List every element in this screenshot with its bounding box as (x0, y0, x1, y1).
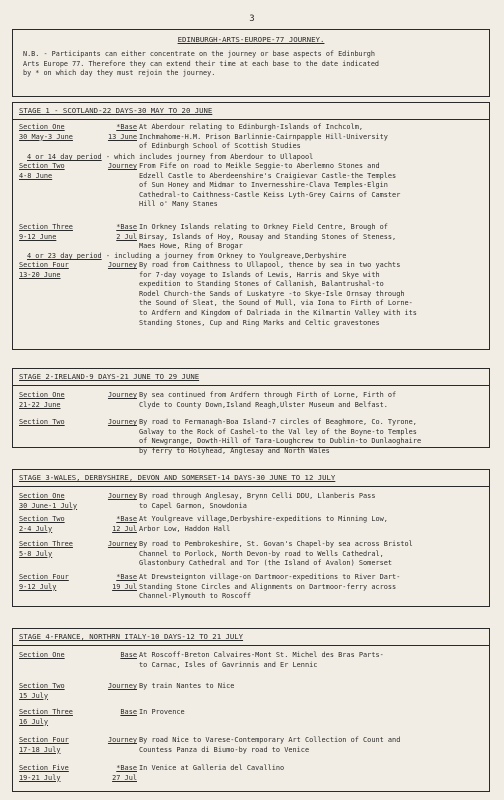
section-type: Journey (107, 736, 137, 744)
section-label: Section One (19, 492, 65, 500)
section-dates: 15 July (19, 691, 49, 700)
stage-2-box (12, 368, 490, 455)
period-label: 4 or 14 day period (27, 153, 102, 161)
section-type: *Base (116, 123, 137, 131)
period-text: - which includes journey from Aberdour to Ullapool (101, 153, 314, 161)
section-description: By train Nantes to Nice (139, 682, 235, 690)
section-dates: 4-8 June (19, 171, 53, 180)
section-description: By road to Fermanagh-Boa Island-7 circles of Beaghmore, Co. Tyrone, Galway to the Rock of Cashel-to the Val ley of the Boyne-to Temples of Newgrange, Dowth-Hill of Tara-Loughcrew to Dublin-to Dunlaoghaire by ferry to Holyhead, Anglesay and North Wales (139, 418, 422, 455)
section-description: In Provence (139, 708, 185, 716)
section-dates: 9-12 June (19, 232, 57, 241)
section-type: Journey (107, 418, 137, 426)
section-label: Section Two (19, 418, 65, 426)
section-dates: 16 July (19, 717, 49, 726)
stage-header: STAGE 4-FRANCE, NORTHRN ITALY-10 DAYS-12 TO 21 JULY (19, 632, 244, 641)
stage-3-box (12, 469, 490, 607)
section-dates: 21-22 June (19, 400, 61, 409)
section-dates: 2-4 July (19, 524, 53, 533)
section-type: Journey (107, 391, 137, 399)
section-type: Journey (107, 540, 137, 548)
section-description: At Youlgreave village,Derbyshire-expeditions to Minning Low, Arbor Low, Haddon Hall (139, 515, 388, 533)
section-type: Journey (107, 261, 137, 269)
section-label: Section Two (19, 162, 65, 170)
section-description: By road through Anglesay, Brynn Celli DDU, Llanberis Pass to Capel Garmon, Snowdonia (139, 492, 376, 510)
section-label: Section Three (19, 540, 73, 548)
period-text: - including a journey from Orkney to Youlgreave,Derbyshire (101, 252, 347, 260)
section-label: Section One (19, 123, 65, 131)
section-dates: 5-8 July (19, 549, 53, 558)
stage-1-box (12, 102, 490, 350)
section-description: By road from Caithness to Ullapool, thence by sea in two yachts for 7-day voyage to Islands of Lewis, Harris and Skye with expedition to Standing Stones of Callanish, Balantrushal-to Rodel Church-the Sands of Luskatyre -to Skye-Isle Ornsay through the Sound of Sleat, the Sound of Mull, via Iona to Firth of Lorne- to Ardfern and Kingdom of Dalriada in the Kilmartin Valley with its Standing Stones, Cup and Ring Marks and Celtic gravestones (139, 261, 417, 327)
section-dates: 30 May-3 June (19, 132, 73, 141)
section-dates: 9-12 July (19, 582, 57, 591)
stage-header: STAGE 3-WALES, DERBYSHIRE, DEVON AND SOMERSET-14 DAYS-30 JUNE TO 12 JULY (19, 473, 336, 482)
section-type: Journey (107, 162, 137, 170)
section-description: In Venice at Galleria del Cavallino (139, 764, 285, 772)
section-dates: 19-21 July (19, 773, 61, 782)
section-label: Section Three (19, 223, 73, 231)
intro-box (12, 29, 490, 97)
section-label: Section Five (19, 764, 69, 772)
section-type: *Base (116, 764, 137, 772)
section-label: Section Four (19, 261, 69, 269)
section-type: *Base (116, 223, 137, 231)
section-description: From Fife on road to Meikle Seggie-to Aberlemno Stones and Edzell Castle to Aberdeenshire's Craigievar Castle-the Temples of Sun Honey and Midmar to Invernesshire-Clava Temples-Elgin Cathedral-to Caithness-Castle Keiss Lyth-Grey Cairns of Camster Hill o' Many Stanes (139, 162, 401, 209)
stage-4-box (12, 628, 490, 792)
section-label: Section Four (19, 736, 69, 744)
section-description: At Roscoff-Breton Calvaires-Mont St. Michel des Bras Parts- to Carnac, Isles of Gavrinnis and Er Lennic (139, 651, 384, 669)
section-type: *Base (116, 573, 137, 581)
section-label: Section One (19, 391, 65, 399)
stage-header: STAGE 1 - SCOTLAND-22 DAYS-30 MAY TO 20 JUNE (19, 106, 213, 115)
section-type: Base (120, 708, 137, 716)
section-type: Base (120, 651, 137, 659)
document-title: EDINBURGH-ARTS-EUROPE-77 JOURNEY. (177, 35, 325, 44)
section-label: Section Three (19, 708, 73, 716)
section-type: Journey (107, 682, 137, 690)
period-label: 4 or 23 day period (27, 252, 102, 260)
section-description: By road Nice to Varese-Contemporary Art Collection of Count and Countess Panza di Biumo-by road to Venice (139, 736, 401, 754)
section-type: Journey (107, 492, 137, 500)
rejoin-date: 27 Jul (112, 773, 137, 782)
section-label: Section Four (19, 573, 69, 581)
rejoin-date: 2 Jul (116, 232, 137, 241)
section-label: Section Two (19, 515, 65, 523)
page-number: 3 (249, 14, 255, 24)
section-dates: 17-18 July (19, 745, 61, 754)
section-label: Section Two (19, 682, 65, 690)
rejoin-date: 12 Jul (112, 524, 137, 533)
section-description: By sea continued from Ardfern through Firth of Lorne, Firth of Clyde to County Down,Island Reagh,Ulster Museum and Belfast. (139, 391, 397, 409)
rejoin-date: 13 June (107, 132, 137, 141)
section-dates: 30 June-1 July (19, 501, 78, 510)
nb-note: N.B. - Participants can either concentrate on the journey or base aspects of Edinburgh Arts Europe 77. Therefore they can extend their time at each base to the date indicated by * on which day they must rejoin the journey. (23, 50, 380, 78)
section-description: At Aberdour relating to Edinburgh-Islands of Inchcolm, Inchmahome-H.M. Prison Barlinnie-Cairnpapple Hill-University of Edinburgh School of Scottish Studies (139, 123, 388, 151)
stage-header: STAGE 2-IRELAND-9 DAYS-21 JUNE TO 29 JUNE (19, 372, 200, 381)
section-description: By road to Pembrokeshire, St. Govan's Chapel-by sea across Bristol Channel to Porlock, North Devon-by road to Wells Cathedral, Glastonbury Cathedral and Tor (the Island of Avalon) Somerset (139, 540, 413, 568)
rejoin-date: 19 Jul (112, 582, 137, 591)
section-description: In Orkney Islands relating to Orkney Field Centre, Brough of Birsay, Islands of Hoy, Rousay and Standing Stones of Steness, Maes Howe, Ring of Brogar (139, 223, 397, 251)
section-type: *Base (116, 515, 137, 523)
section-label: Section One (19, 651, 65, 659)
section-dates: 13-20 June (19, 270, 61, 279)
section-description: At Drewsteignton village-on Dartmoor-expeditions to River Dart- Standing Stone Circles and Alignments on Dartmoor-ferry across Channel-Plymouth to Roscoff (139, 573, 401, 601)
